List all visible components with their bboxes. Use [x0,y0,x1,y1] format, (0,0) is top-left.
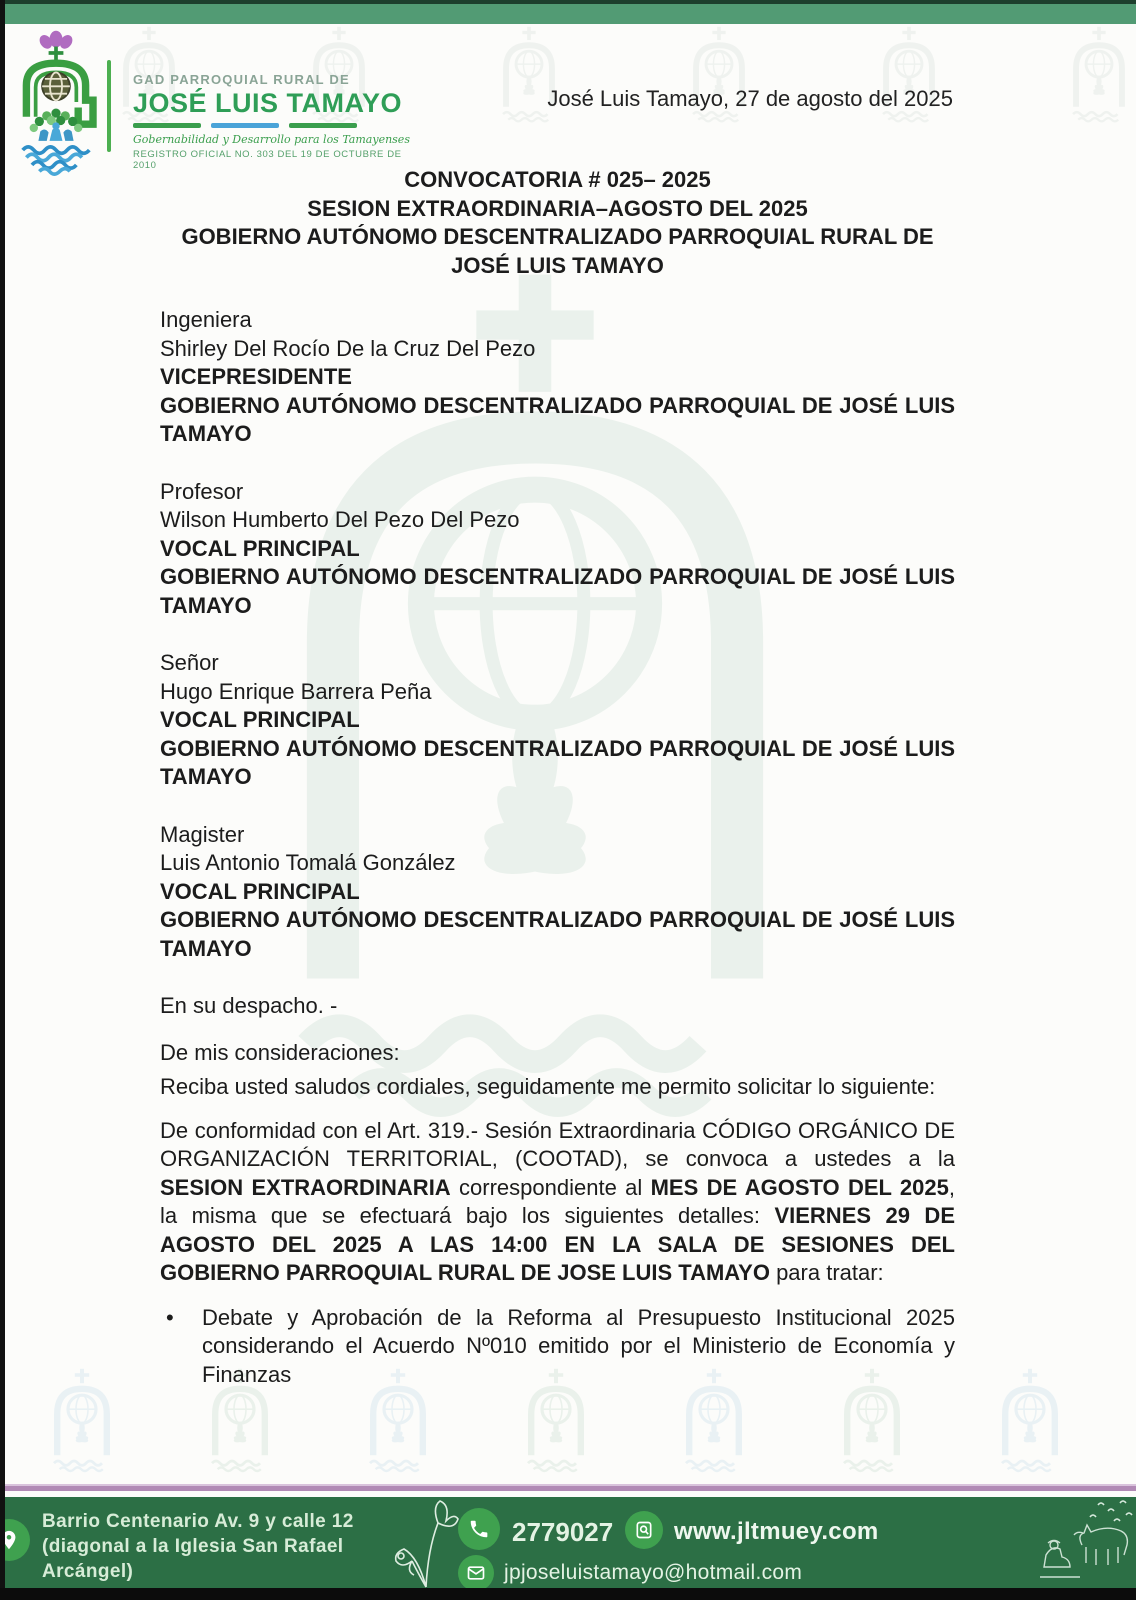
address-line-2: (diagonal a la Iglesia San Rafael [42,1536,344,1557]
scan-edge-bottom [0,1588,1136,1600]
logo-underline [133,123,357,128]
underline-blue-center [211,123,279,128]
gad-logo [9,28,103,176]
phone-icon [458,1508,500,1550]
org-supertitle: GAD PARROQUIAL RURAL DE [133,72,350,87]
logo-divider [107,60,111,152]
recipient-salutation: Señor [160,650,219,675]
donkey-art [986,1497,1136,1588]
bullet-text: Debate y Aprobación de la Reforma al Presupuesto Institucional 2025 considerando el Acuerdo Nº010 emitido por el Ministerio de Economía y Finanzas [202,1304,955,1387]
bullet-dot: • [166,1304,174,1330]
address-line-3: Arcángel) [42,1561,134,1582]
recipient-salutation: Profesor [160,478,244,504]
recipient-org: GOBIERNO AUTÓNOMO DESCENTRALIZADO PARROQUIAL DE JOSÉ LUIS TAMAYO [160,392,955,446]
paragraph-segment: VIERNES 29 DE AGOSTO DEL 2025 A LAS 14:00 EN LA SALA DE SESIONES DEL GOBIERNO PARROQUIAL RURAL DE JOSE LUIS TAMAYO [160,1203,955,1285]
recipient-role: VOCAL PRINCIPAL [160,878,360,904]
recipient-name: Shirley Del Rocío De la Cruz Del Pezo [160,335,536,361]
scan-edge-left [0,0,5,1600]
web-icon [625,1511,663,1549]
org-name: JOSÉ LUIS TAMAYO [133,88,403,118]
address-line-1: Barrio Centenario Av. 9 y calle 12 [42,1511,354,1532]
recipient-block [160,478,955,621]
recipient-name: Hugo Enrique Barrera Peña [160,678,432,704]
address [42,1509,354,1584]
consideraciones-line: De mis consideraciones: [160,1039,400,1065]
date-line: José Luis Tamayo, 27 de agosto del 2025 [547,86,953,111]
watermark-mark [42,1368,122,1476]
top-green-bar [0,0,1136,24]
bullet-item [160,1304,955,1390]
paragraph-segment: para tratar: [769,1260,884,1285]
recipient-role: VOCAL PRINCIPAL [160,535,360,561]
letter-body [160,166,955,1389]
email-icon [458,1555,494,1588]
recipient-salutation: Ingeniera [160,307,252,332]
org-tagline: Gobernabilidad y Desarrollo para los Tamayenses [133,133,410,146]
underline-green-right [289,123,357,128]
saludos-line: Reciba usted saludos cordiales, seguidamente me permito solicitar lo siguiente: [160,1074,936,1099]
paragraph-segment: MES DE AGOSTO DEL 2025 [650,1174,949,1200]
despacho-line: En su despacho. - [160,993,338,1018]
recipient-org: GOBIERNO AUTÓNOMO DESCENTRALIZADO PARROQUIAL DE JOSÉ LUIS TAMAYO [160,907,955,961]
paragraph-segment: De conformidad con el Art. 319.- Sesión Extraordinaria CÓDIGO ORGÁNICO DE ORGANIZACIÓN TERRITORIAL, (COOTAD), se convoca a ustedes a la [160,1117,955,1171]
title-line-1: CONVOCATORIA # 025– 2025 [404,167,711,192]
recipient-role: VICEPRESIDENTE [160,364,352,389]
recipient-block [160,821,955,964]
paragraph-segment: SESION EXTRAORDINARIA [160,1174,451,1200]
recipient-salutation: Magister [160,821,245,847]
email-address: jpjoseluistamayo@hotmail.com [504,1561,803,1584]
document-title [160,166,955,280]
recipient-block [160,649,955,792]
recipient-org: GOBIERNO AUTÓNOMO DESCENTRALIZADO PARROQUIAL DE JOSÉ LUIS TAMAYO [160,735,955,789]
underline-green-left [133,123,201,128]
paragraph-segment: , la misma que se efectuará bajo los siguientes detalles: [160,1174,955,1228]
title-line-2: SESION EXTRAORDINARIA–AGOSTO DEL 2025 [307,195,808,221]
website-url: www.jltmuey.com [674,1518,879,1545]
footer-green-band [0,1497,1136,1588]
flower-art [388,1497,460,1588]
purple-divider [0,1484,1136,1491]
recipient-block [160,306,955,449]
recipients [160,306,955,963]
recipient-name: Wilson Humberto Del Pezo Del Pezo [160,507,520,532]
recipient-org: GOBIERNO AUTÓNOMO DESCENTRALIZADO PARROQUIAL DE JOSÉ LUIS TAMAYO [160,564,955,618]
footer [0,1484,1136,1600]
main-paragraph [160,1117,955,1288]
paragraph-segment: correspondiente al [450,1174,651,1200]
watermark-mark [990,1368,1070,1476]
recipient-role: VOCAL PRINCIPAL [160,707,360,732]
registro-oficial-line: REGISTRO OFICIAL NO. 303 DEL 19 DE OCTUBRE DE 2010 [133,149,402,171]
title-line-3: GOBIERNO AUTÓNOMO DESCENTRALIZADO PARROQUIAL RURAL DE JOSÉ LUIS TAMAYO [181,224,934,278]
letterhead [5,24,1136,174]
phone-number: 2779027 [512,1517,614,1547]
recipient-name: Luis Antonio Tomalá González [160,850,456,875]
